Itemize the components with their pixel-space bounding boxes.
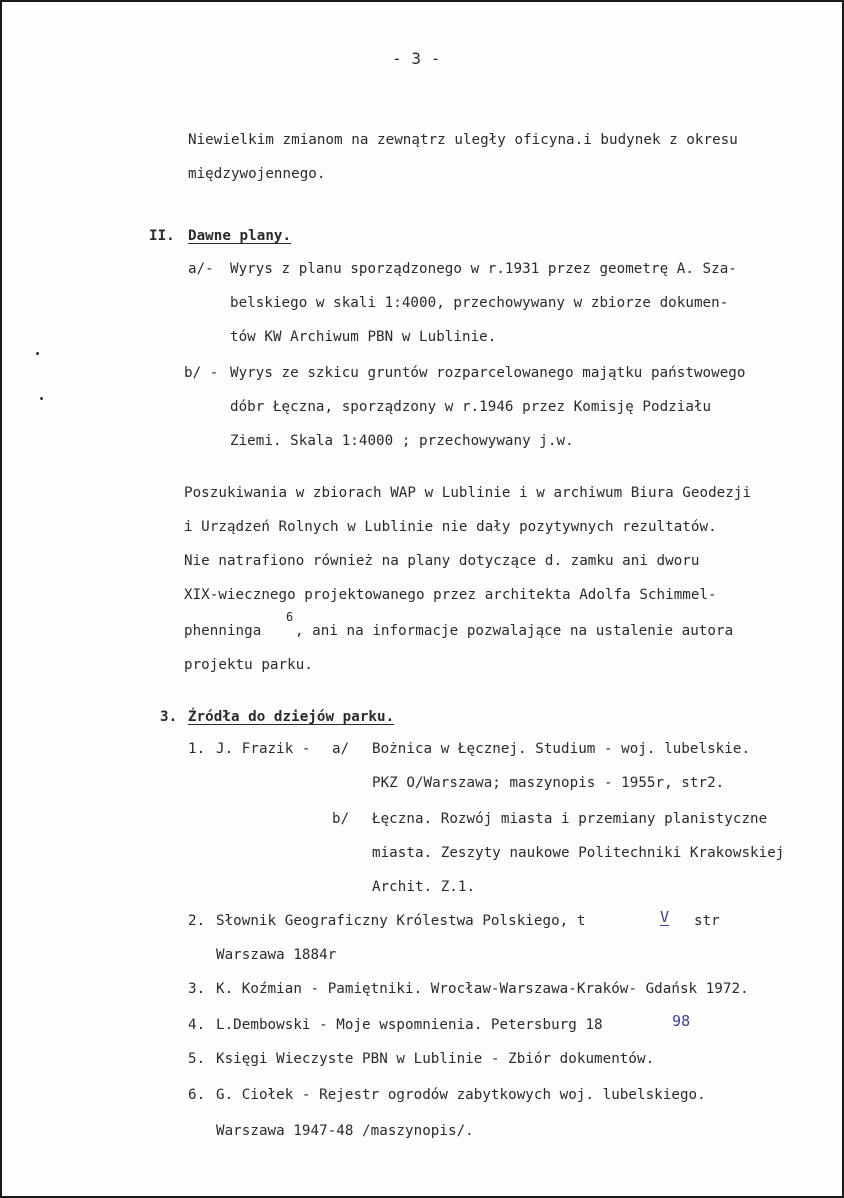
source-1a-label: a/: [332, 741, 350, 757]
source-6-line-1: G. Ciołek - Rejestr ogrodów zabytkowych woj. lubelskiego.: [216, 1087, 706, 1103]
section-3-number: 3.: [160, 709, 178, 725]
source-1-number: 1.: [188, 741, 206, 757]
paragraph-line-6: projektu parku.: [184, 657, 313, 673]
source-1a-line-1: Bożnica w Łęcznej. Studium - woj. lubelskie.: [372, 741, 751, 757]
source-2-line-1: Słownik Geograficzny Królestwa Polskiego, t: [216, 913, 586, 929]
margin-speck-1: [36, 352, 39, 355]
source-1-author: J. Frazik -: [216, 741, 311, 757]
item-b-line-2: dóbr Łęczna, sporządzony w r.1946 przez Komisję Podziału: [230, 399, 712, 415]
source-4-handwritten-year: 98: [672, 1012, 691, 1030]
section-2-title: Dawne plany.: [188, 228, 292, 244]
item-a-line-2: belskiego w skali 1:4000, przechowywany w zbiorze dokumen-: [230, 295, 729, 311]
source-2-number: 2.: [188, 913, 206, 929]
page-number: - 3 -: [392, 49, 441, 68]
source-4-text: L.Dembowski - Moje wspomnienia. Petersburg 18: [216, 1017, 603, 1033]
item-a-line-1: Wyrys z planu sporządzonego w r.1931 przez geometrę A. Sza-: [230, 261, 737, 277]
source-1b-line-1: Łęczna. Rozwój miasta i przemiany planistyczne: [372, 811, 768, 827]
paragraph-line-3: Nie natrafiono również na plany dotyczące d. zamku ani dworu: [184, 553, 700, 569]
item-b-label: b/ -: [184, 365, 219, 381]
paragraph-line-5-end: , ani na informacje pozwalające na ustalenie autora: [295, 623, 734, 639]
source-4-number: 4.: [188, 1017, 206, 1033]
source-1b-line-2: miasta. Zeszyty naukowe Politechniki Krakowskiej: [372, 845, 785, 861]
source-2-volume-handwritten: V: [660, 908, 670, 926]
source-6-number: 6.: [188, 1087, 206, 1103]
paragraph-line-1: Poszukiwania w zbiorach WAP w Lublinie i w archiwum Biura Geodezji: [184, 485, 752, 501]
source-6-line-2: Warszawa 1947-48 /maszynopis/.: [216, 1123, 474, 1139]
item-b-line-3: Ziemi. Skala 1:4000 ; przechowywany j.w.: [230, 433, 574, 449]
source-3-text: K. Koźmian - Pamiętniki. Wrocław-Warszawa-Kraków- Gdańsk 1972.: [216, 981, 749, 997]
paragraph-line-4: XIX-wiecznego projektowanego przez architekta Adolfa Schimmel-: [184, 587, 717, 603]
item-b-line-1: Wyrys ze szkicu gruntów rozparcelowanego majątku państwowego: [230, 365, 746, 381]
item-a-line-3: tów KW Archiwum PBN w Lublinie.: [230, 329, 497, 345]
intro-line-2: międzywojennego.: [188, 166, 326, 182]
source-1a-line-2: PKZ O/Warszawa; maszynopis - 1955r, str2.: [372, 775, 725, 791]
footnote-marker: 6: [286, 610, 294, 624]
source-2-line-2: Warszawa 1884r: [216, 947, 337, 963]
paragraph-line-5-start: phenninga: [184, 623, 262, 639]
source-5-number: 5.: [188, 1051, 206, 1067]
paragraph-line-2: i Urządzeń Rolnych w Lublinie nie dały pozytywnych rezultatów.: [184, 519, 717, 535]
section-3-title: Źródła do dziejów parku.: [188, 709, 395, 725]
source-1b-label: b/: [332, 811, 350, 827]
source-5-text: Księgi Wieczyste PBN w Lublinie - Zbiór dokumentów.: [216, 1051, 655, 1067]
margin-speck-2: [40, 397, 43, 400]
section-2-number: II.: [149, 228, 175, 244]
source-1b-line-3: Archit. Z.1.: [372, 879, 476, 895]
intro-line-1: Niewielkim zmianom na zewnątrz uległy oficyna.i budynek z okresu: [188, 132, 738, 148]
item-a-label: a/-: [188, 261, 214, 277]
source-3-number: 3.: [188, 981, 206, 997]
source-2-line-1-end: str: [694, 913, 720, 929]
